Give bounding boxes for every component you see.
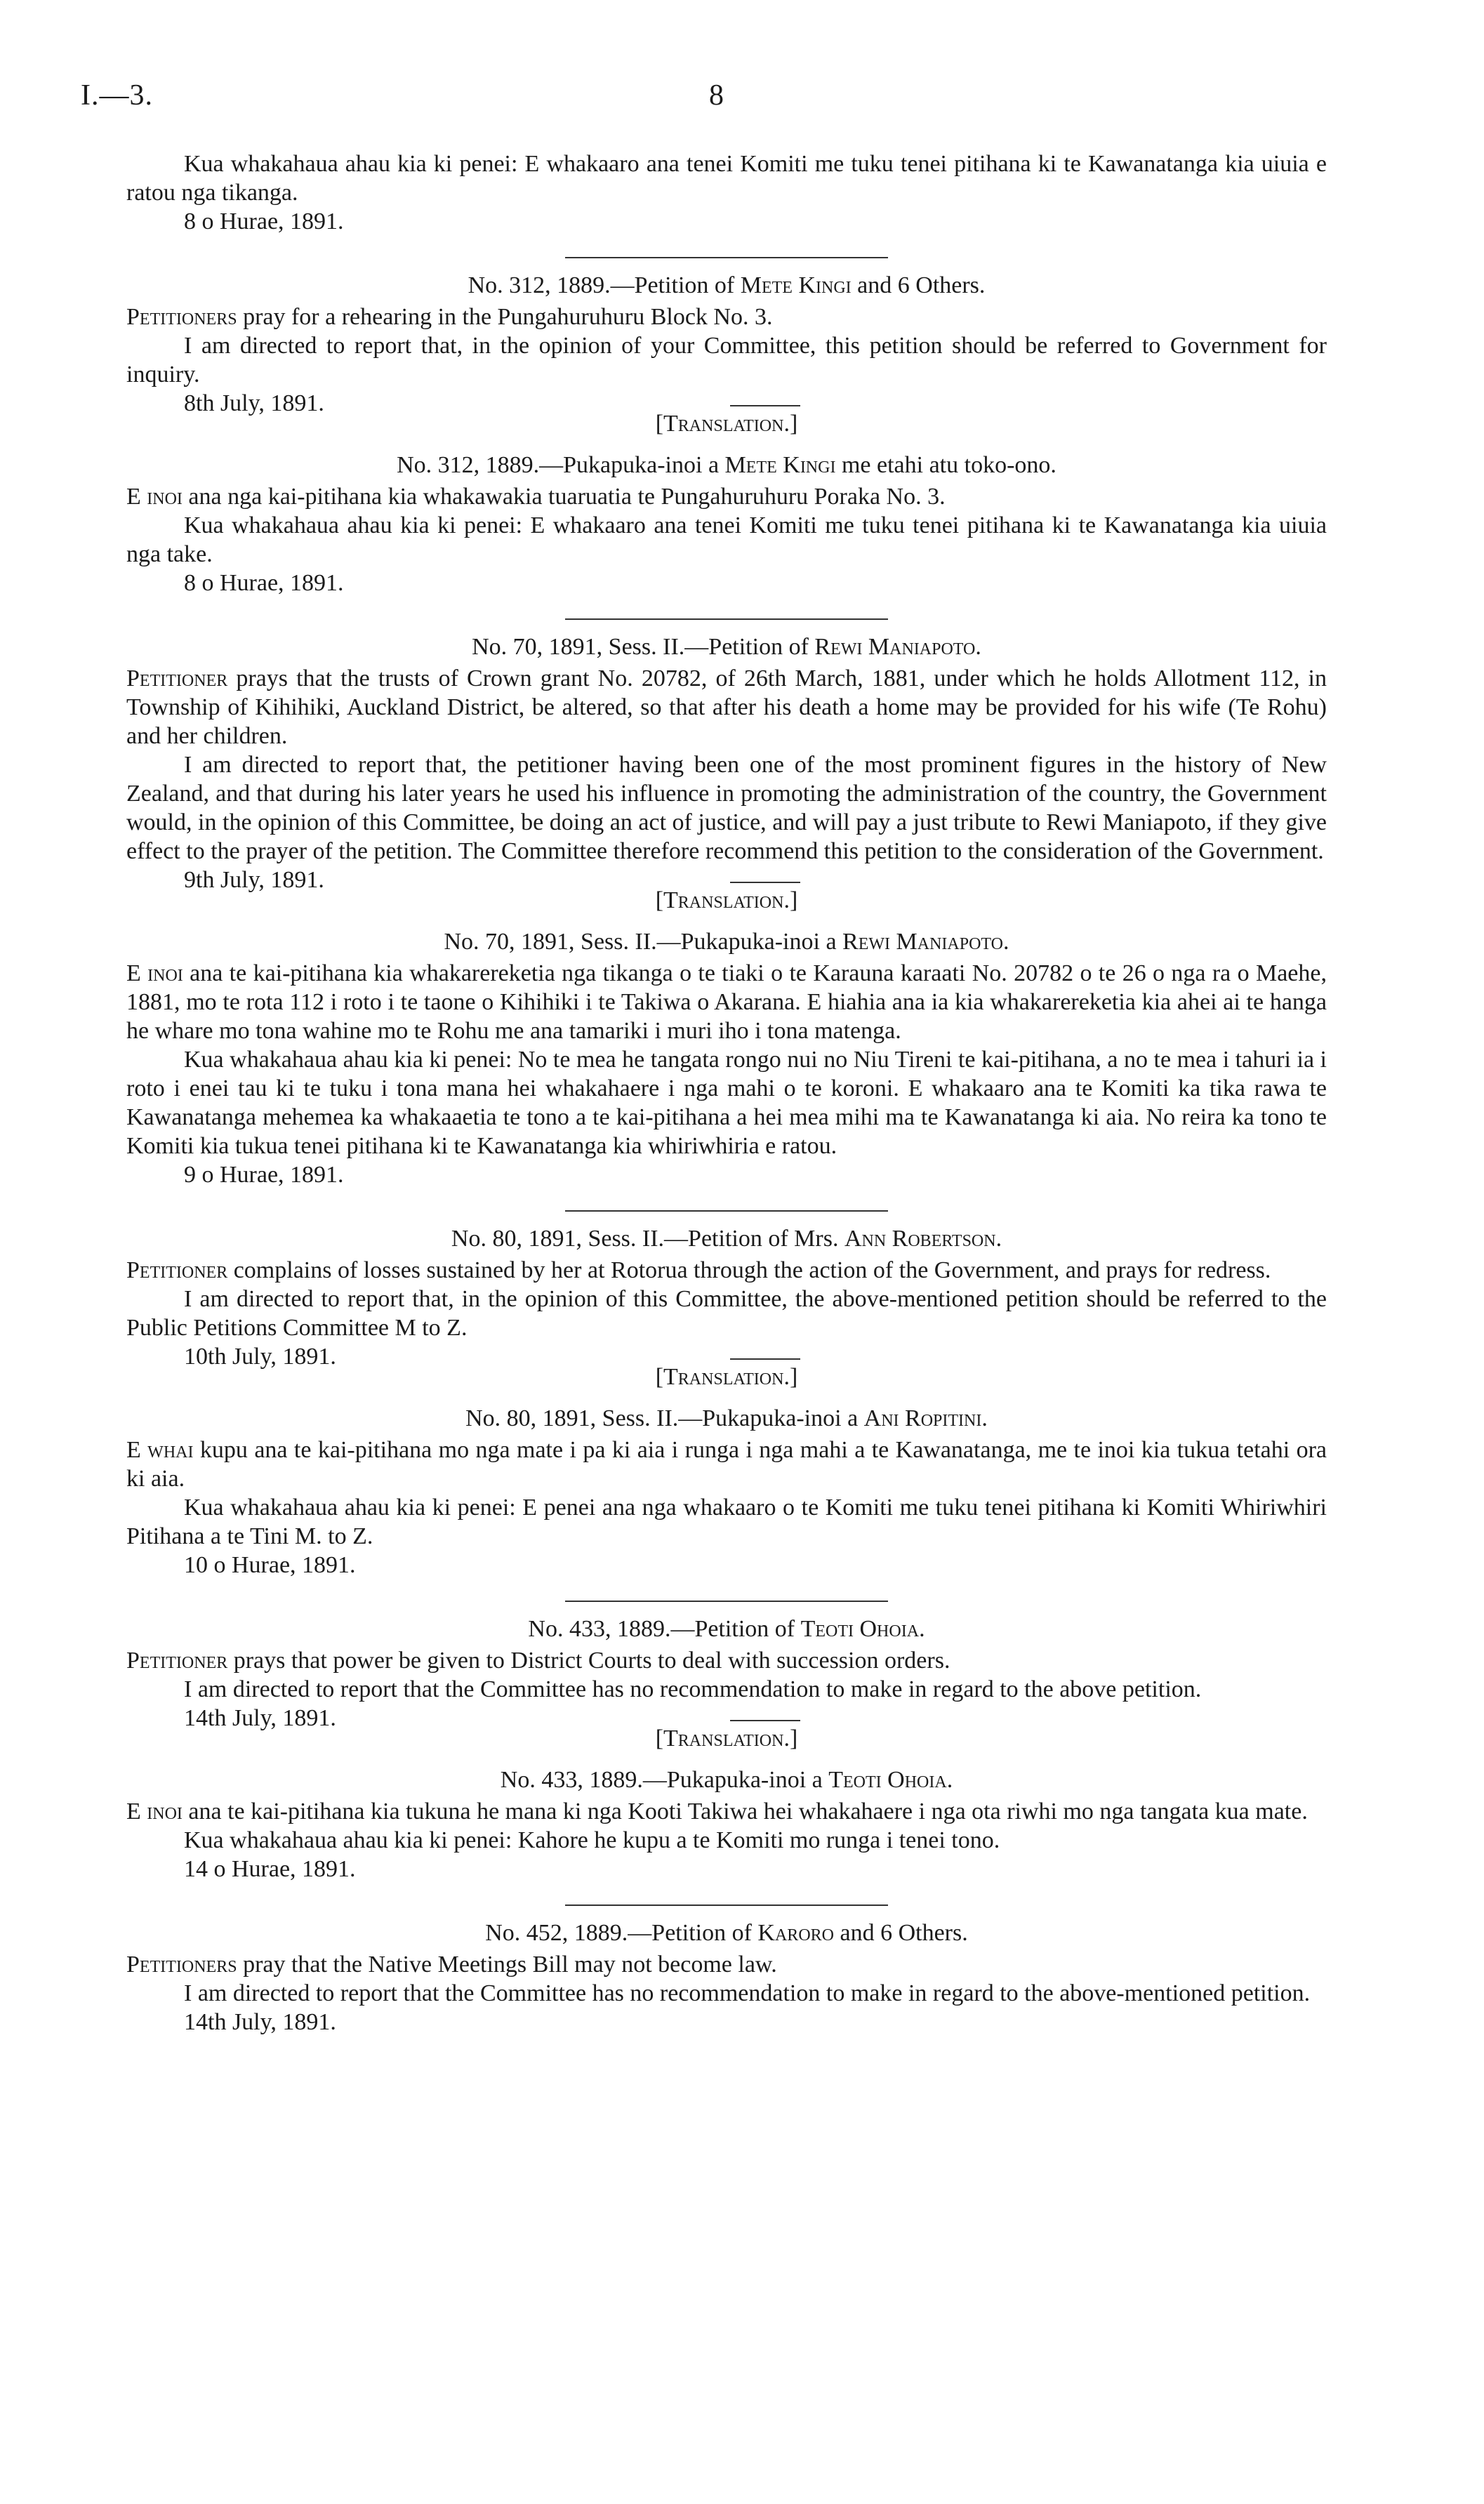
translation-report-70: Kua whakahaua ahau kia ki penei: No te mea he tangata rongo nui no Niu Tireni te kai-pitihana, a no te mea i tahuri ia i roto i enei tau ki te tuku i tona mana hei whakahaere i nga mahi o te koroni. E whakaaro ana te Komiti ka tika rawa te Kawanatanga mehemea ka whakaaetia te tono a te kai-pitihana a hei mea mihi ma te Kawanatanga ki aia. No reira ka tono te Komiti kia tukua tenei pitihana ki te Kawanatanga kia whiriwhiria e ratou. [126,1047,1327,1159]
committee-report-80: I am directed to report that, in the opinion of this Committee, the above-mentioned petition should be referred to the Public Petitions Committee M to Z. [126,1286,1327,1341]
section-divider [565,1210,888,1212]
report-date-70: 9th July, 1891. [184,867,324,893]
translation-date-80: 10 o Hurae, 1891. [184,1552,356,1578]
translation-date-70: 9 o Hurae, 1891. [184,1162,344,1188]
petition-heading-452: No. 452, 1889.—Petition of Karoro and 6 Others. [485,1920,968,1946]
translation-summary-70: E inoi ana te kai-pitihana kia whakarereketia nga tikanga o te tiaki o te Karauna karaati No. 20782 o te 26 o nga ra o Maehe, 1881, mo te rota 112 i roto i te taone o Kihihiki i te Takiwa o Akarana. E hiahia ana ia kia whakarereketia kia ahei ai te hanga he whare mo tona wahine mo te Rohu me ana tamariki i muri iho i tona matenga. [126,960,1327,1044]
page-number: 8 [709,79,724,112]
petition-summary-312: Petitioners pray for a rehearing in the Pungahuruhuru Block No. 3. [126,304,773,330]
committee-report-70: I am directed to report that, the petitioner having been one of the most prominent figures in the history of New Zealand, and that during his later years he used his influence in promoting the administration of the country, the Government would, in the opinion of this Committee, be doing an act of justice, and will pay a just tribute to Rewi Maniapoto, if they give effect to the prayer of the petition. The Committee therefore recommend this petition to the consideration of the Government. [126,752,1327,864]
committee-report-312: I am directed to report that, in the opinion of your Committee, this petition should be referred to Government for inquiry. [126,333,1327,387]
document-reference: I.—3. [81,79,153,112]
petition-heading-312: No. 312, 1889.—Petition of Mete Kingi and 6 Others. [468,272,986,298]
translation-heading-433: No. 433, 1889.—Pukapuka-inoi a Teoti Ohoia. [500,1767,953,1793]
short-divider [730,882,800,883]
translation-report-80: Kua whakahaua ahau kia ki penei: E penei ana nga whakaaro o te Komiti me tuku tenei pitihana ki Komiti Whiriwhiri Pitihana a te Tini M. to Z. [126,1495,1327,1549]
petition-heading-80: No. 80, 1891, Sess. II.—Petition of Mrs. Ann Robertson. [451,1226,1002,1252]
translation-report-433: Kua whakahaua ahau kia ki penei: Kahore he kupu a te Komiti mo runga i tenei tono. [184,1827,1000,1853]
petition-summary-70: Petitioner prays that the trusts of Crown grant No. 20782, of 26th March, 1881, under which he holds Allotment 112, in Township of Kihihiki, Auckland District, be altered, so that after his death a home may be provided for his wife (Te Rohu) and her children. [126,665,1327,749]
translation-heading-80: No. 80, 1891, Sess. II.—Pukapuka-inoi a Ani Ropitini. [465,1405,988,1431]
short-divider [730,1358,800,1360]
petition-summary-80: Petitioner complains of losses sustained by her at Rotorua through the action of the Government, and prays for redress. [126,1257,1271,1283]
petition-heading-433: No. 433, 1889.—Petition of Teoti Ohoia. [528,1616,925,1642]
petition-heading-70: No. 70, 1891, Sess. II.—Petition of Rewi Maniapoto. [472,634,981,660]
opening-paragraph: Kua whakahaua ahau kia ki penei: E whakaaro ana tenei Komiti me tuku tenei pitihana ki te Kawanatanga kia uiuia e ratou nga tikanga. [126,151,1327,206]
translation-summary-312: E inoi ana nga kai-pitihana kia whakawakia tuaruatia te Pungahuruhuru Poraka No. 3. [126,484,946,510]
opening-date: 8 o Hurae, 1891. [184,208,344,234]
section-divider [565,1905,888,1906]
report-date-452: 14th July, 1891. [184,2009,336,2035]
report-date-433: 14th July, 1891. [184,1705,336,1731]
translation-summary-433: E inoi ana te kai-pitihana kia tukuna he mana ki nga Kooti Takiwa hei whakahaere i nga ota riwhi mo nga tangata kua mate. [126,1798,1308,1824]
petition-summary-433: Petitioner prays that power be given to District Courts to deal with succession orders. [126,1648,950,1674]
short-divider [730,1720,800,1721]
report-date-80: 10th July, 1891. [184,1344,336,1370]
committee-report-433: I am directed to report that the Committee has no recommendation to make in regard to the above petition. [184,1676,1202,1702]
translation-label-312: [Translation.] [655,411,798,437]
section-divider [565,618,888,620]
translation-label-70: [Translation.] [655,887,798,913]
petition-summary-452: Petitioners pray that the Native Meetings Bill may not become law. [126,1952,777,1978]
translation-summary-80: E whai kupu ana te kai-pitihana mo nga mate i pa ki aia i runga i nga mahi a te Kawanatanga, me te inoi kia tukua tetahi ora ki aia. [126,1437,1327,1492]
page-content [126,150,1327,2036]
translation-report-312: Kua whakahaua ahau kia ki penei: E whakaaro ana tenei Komiti me tuku tenei pitihana ki te Kawanatanga kia uiuia nga take. [126,512,1327,567]
translation-heading-312: No. 312, 1889.—Pukapuka-inoi a Mete Kingi me etahi atu toko-ono. [397,452,1056,478]
short-divider [730,405,800,406]
section-divider [565,257,888,258]
section-divider [565,1601,888,1602]
translation-heading-70: No. 70, 1891, Sess. II.—Pukapuka-inoi a Rewi Maniapoto. [444,929,1009,955]
translation-label-80: [Translation.] [655,1364,798,1390]
report-date-312: 8th July, 1891. [184,390,324,416]
translation-date-433: 14 o Hurae, 1891. [184,1856,356,1882]
committee-report-452: I am directed to report that the Committee has no recommendation to make in regard to the above-mentioned petition. [184,1980,1311,2006]
translation-label-433: [Translation.] [655,1725,798,1751]
translation-date-312: 8 o Hurae, 1891. [184,570,344,596]
